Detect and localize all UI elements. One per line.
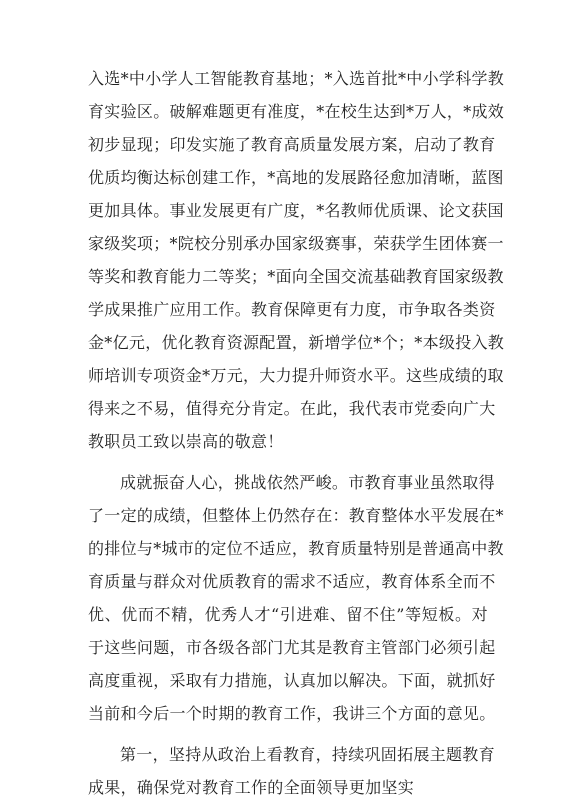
paragraph-1-line-5: 更加具体。事业发展更有广度，*名教师优质课、论文获国 [88,201,504,220]
paragraph-1-line-1: 入选*中小学人工智能教育基地；*入选首批*中小学科学教 [88,69,505,88]
paragraph-3-line-2: 成果，确保党对教育工作的全面领导更加坚实 [88,778,415,797]
paragraph-2-line-6: 于这些问题，市各级各部门尤其是教育主管部门必须引起 [88,638,496,657]
paragraph-1-line-4: 优质均衡达标创建工作，*高地的发展路径愈加清晰，蓝图 [88,168,504,187]
paragraph-2-line-1: 成就振奋人心，挑战依然严峻。市教育事业虽然取得 [120,473,495,492]
paragraph-1-line-10: 师培训专项资金*万元，大力提升师资水平。这些成绩的取 [88,366,504,385]
paragraph-2-line-2: 了一定的成绩，但整体上仍然存在：教育整体水平发展在* [88,506,504,525]
paragraph-2-line-8: 当前和今后一个时期的教育工作，我讲三个方面的意见。 [88,704,496,723]
paragraph-1-line-6: 家级奖项；*院校分别承办国家级赛事，荣获学生团体赛一 [88,234,504,253]
paragraph-2-line-5: 优、优而不精，优秀人才“引进难、留不住”等短板。对 [88,605,488,624]
paragraph-1-line-3: 初步显现；印发实施了教育高质量发展方案，启动了教育 [88,135,496,154]
paragraph-1-line-2: 育实验区。破解难题更有准度，*在校生达到*万人，*成效 [88,102,505,121]
paragraph-1-line-7: 等奖和教育能力二等奖；*面向全国交流基础教育国家级教 [88,267,504,286]
paragraph-2-line-7: 高度重视，采取有力措施，认真加以解决。下面，就抓好 [88,671,496,690]
paragraph-3-line-1: 第一，坚持从政治上看教育，持续巩固拓展主题教育 [120,745,495,764]
paragraph-1-line-11: 得来之不易，值得充分肯定。在此，我代表市党委向广大 [88,399,496,418]
paragraph-1-line-9: 金*亿元，优化教育资源配置，新增学位*个；*本级投入教 [88,333,505,352]
paragraph-2-line-4: 育质量与群众对优质教育的需求不适应，教育体系全而不 [88,572,496,591]
paragraph-1-line-8: 学成果推广应用工作。教育保障更有力度，市争取各类资 [88,300,496,319]
paragraph-2-line-3: 的排位与*城市的定位不适应，教育质量特别是普通高中教 [88,539,504,558]
paragraph-1-line-12: 教职员工致以崇高的敬意！ [88,432,284,451]
